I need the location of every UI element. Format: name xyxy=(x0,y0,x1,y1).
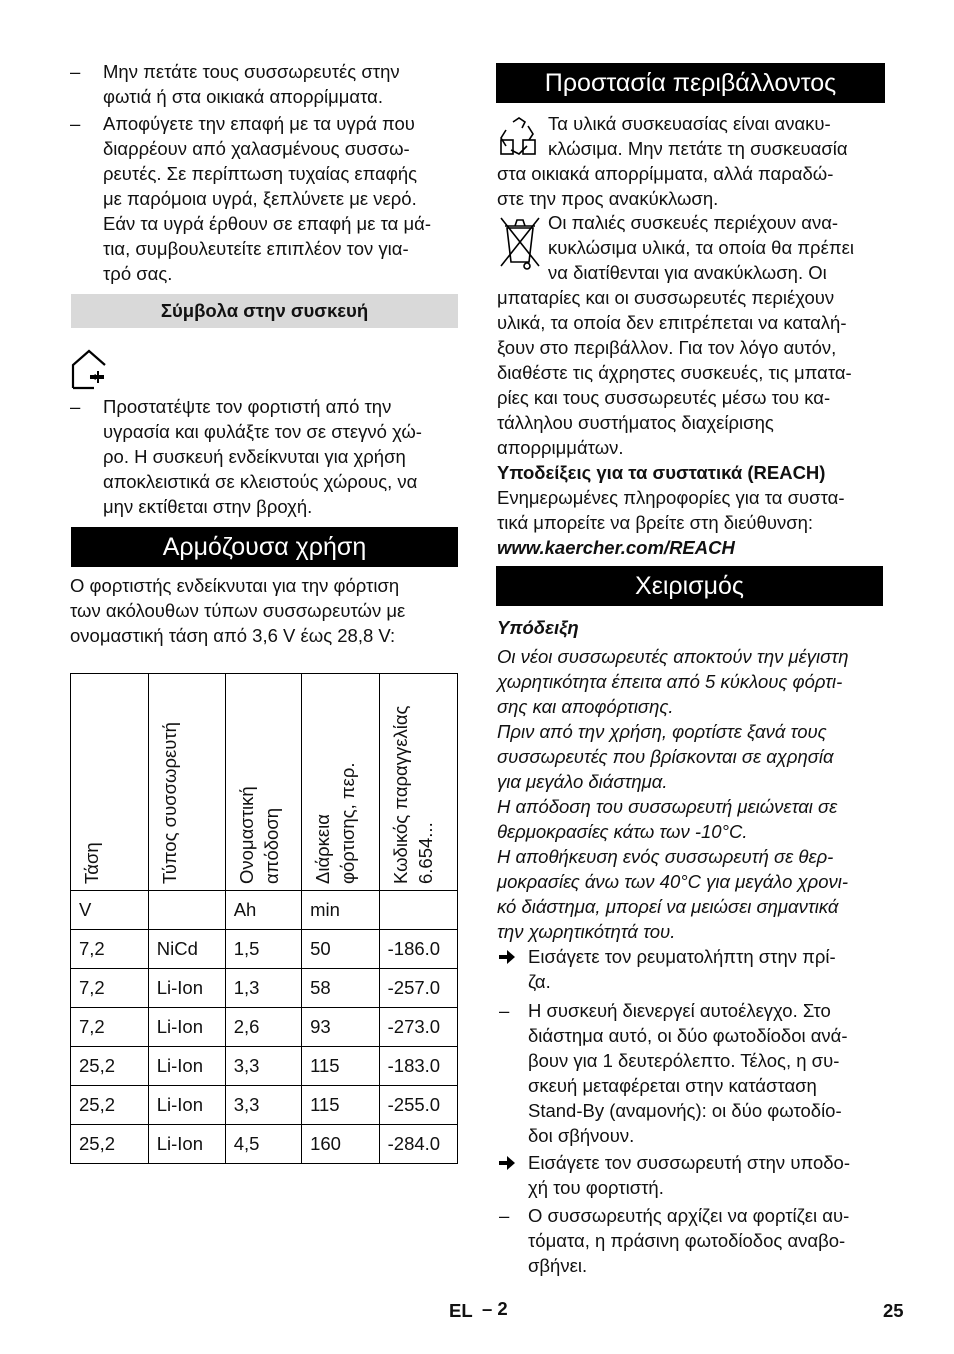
table-header-line: φόρτισης, περ. xyxy=(337,762,359,884)
dash-marker: – xyxy=(70,61,81,82)
note-label: Υπόδειξη xyxy=(497,617,579,638)
bullet-text: τρό σας. xyxy=(103,263,173,284)
table-header-label xyxy=(310,762,360,884)
step-text: Εισάγετε τον ρευματολήπτη στην πρί- xyxy=(528,946,836,967)
operation-heading: Χειρισμός xyxy=(496,566,883,606)
reach-text: τικά μπορείτε να βρείτε στη διεύθυνση: xyxy=(497,512,814,533)
note-text: Η απόδοση του συσσωρευτή μειώνεται σε xyxy=(497,796,838,817)
table-cell: -183.0 xyxy=(379,1047,457,1086)
table-cell: -186.0 xyxy=(379,930,457,969)
bullet-text: Εάν τα υγρά έρθουν σε επαφή με τα μά- xyxy=(103,213,432,234)
table-row xyxy=(71,1125,458,1164)
result-text: Stand-By (αναμονής): οι δύο φωτοδίο- xyxy=(528,1100,842,1121)
note-text: Η αποθήκευση ενός συσσωρευτή σε θερ- xyxy=(497,846,834,867)
table-cell: 4,5 xyxy=(225,1125,301,1164)
result-text: σκευή μεταφέρεται στην κατάσταση xyxy=(528,1075,817,1096)
table-cell xyxy=(379,891,457,930)
table-cell: 50 xyxy=(302,930,380,969)
crossed-bin-icon xyxy=(497,214,543,272)
bullet-text: με παρόμοια υγρά, ξεπλύνετε με νερό. xyxy=(103,188,417,209)
table-cell xyxy=(148,891,225,930)
table-cell: Ah xyxy=(225,891,301,930)
battery-table xyxy=(70,673,458,1164)
recycle-text: στα οικιακά απορρίμματα, αλλά παραδώ- xyxy=(497,163,834,184)
note-text: κό διάστημα, μπορεί να μειώσει σημαντικά xyxy=(497,896,839,917)
reach-heading: Υποδείξεις για τα συστατικά (REACH) xyxy=(497,462,826,483)
bullet-text: ρευτές. Σε περίπτωση τυχαίας επαφής xyxy=(103,163,418,184)
result-text: σβήνει. xyxy=(528,1255,588,1276)
table-header-line: Κωδικός παραγγελίας xyxy=(389,705,411,884)
table-cell: 7,2 xyxy=(71,1008,149,1047)
bullet-text: αποκλειστικά σε κλειστούς χώρους, να xyxy=(103,471,418,492)
table-header-row xyxy=(71,674,458,891)
footer-lang: EL xyxy=(449,1300,473,1321)
note-text: για μεγάλο διάστημα. xyxy=(497,771,668,792)
note-text: την χωρητικότητά του. xyxy=(497,921,676,942)
table-cell: -257.0 xyxy=(379,969,457,1008)
dash-marker: – xyxy=(70,113,81,134)
symbols-heading: Σύμβολα στην συσκευή xyxy=(160,300,369,321)
note-text: Πριν από την χρήση, φορτίστε ξανά τους xyxy=(497,721,827,742)
result-text: Ο συσσωρευτής αρχίζει να φορτίζει αυ- xyxy=(528,1205,850,1226)
arrow-icon xyxy=(498,949,516,965)
table-row xyxy=(71,930,458,969)
table-header-cell xyxy=(148,674,225,891)
env-heading-text: Προστασία περιβάλλοντος xyxy=(544,69,837,97)
reach-url: www.kaercher.com/REACH xyxy=(497,537,735,558)
table-header-line: απόδοση xyxy=(260,807,282,884)
usage-text: ονομαστική τάση από 3,6 V έως 28,8 V: xyxy=(70,625,396,646)
table-header-label xyxy=(79,842,104,884)
table-cell: 7,2 xyxy=(71,969,149,1008)
usage-text: των ακόλουθων τύπων συσσωρευτών με xyxy=(70,600,406,621)
reach-text: Ενημερωμένες πληροφορίες για τα συστα- xyxy=(497,487,845,508)
table-header-cell xyxy=(71,674,149,891)
recycle-text: κλώσιμα. Μην πετάτε τη συσκευασία xyxy=(548,138,848,159)
step-text: Εισάγετε τον συσσωρευτή στην υποδο- xyxy=(528,1152,850,1173)
table-cell: 115 xyxy=(302,1086,380,1125)
table-cell: Li-Ion xyxy=(148,969,225,1008)
table-cell: 2,6 xyxy=(225,1008,301,1047)
bullet-text: τια, συμβουλευτείτε επιπλέον τον για- xyxy=(103,238,409,259)
table-cell: -284.0 xyxy=(379,1125,457,1164)
table-cell: 7,2 xyxy=(71,930,149,969)
footer-section: – 2 xyxy=(482,1298,508,1319)
table-cell: Li-Ion xyxy=(148,1125,225,1164)
note-text: θερμοκρασίες κάτω των -10°C. xyxy=(497,821,748,842)
dash-marker: – xyxy=(499,1205,510,1226)
house-indoor-icon xyxy=(70,348,110,390)
table-cell: 58 xyxy=(302,969,380,1008)
table-header-label xyxy=(157,722,182,884)
weee-text: τάλληλου συστήματος διαχείρισης xyxy=(497,412,774,433)
dash-marker: – xyxy=(499,1000,510,1021)
bullet-text: Προστατέψτε τον φορτιστή από την xyxy=(103,396,392,417)
result-text: δοι σβήνουν. xyxy=(528,1125,635,1146)
table-row xyxy=(71,1047,458,1086)
bullet-text: διαρρέουν από χαλασμένους συσσω- xyxy=(103,138,410,159)
weee-text: διαθέστε τις άχρηστες συσκευές, τις μπατα- xyxy=(497,362,852,383)
table-cell: 25,2 xyxy=(71,1047,149,1086)
table-cell: Li-Ion xyxy=(148,1008,225,1047)
weee-text: να διατίθενται για ανακύκλωση. Οι xyxy=(548,262,827,283)
table-cell: 93 xyxy=(302,1008,380,1047)
step-text: ζα. xyxy=(528,971,551,992)
note-text: συσσωρευτές που βρίσκονται σε αχρησία xyxy=(497,746,834,767)
recycle-text: στε την προς ανακύκλωση. xyxy=(497,188,719,209)
table-header-label xyxy=(388,706,438,884)
table-cell: 25,2 xyxy=(71,1086,149,1125)
symbols-heading-bar xyxy=(71,294,458,328)
table-header-line: 6.654... xyxy=(414,822,436,884)
table-units-row xyxy=(71,891,458,930)
table-cell: NiCd xyxy=(148,930,225,969)
table-row xyxy=(71,1008,458,1047)
bullet-text: μην εκτίθεται στην βροχή. xyxy=(103,496,313,517)
recycle-text: Τα υλικά συσκευασίας είναι ανακυ- xyxy=(548,113,831,134)
weee-text: υλικά, τα οποία δεν επιτρέπεται να καταλή- xyxy=(497,312,847,333)
bullet-text: υγρασία και φυλάξτε τον σε στεγνό χώ- xyxy=(103,421,422,442)
table-cell: 115 xyxy=(302,1047,380,1086)
bullet-text: ρο. Η συσκευή ενδείκνυται για χρήση xyxy=(103,446,406,467)
weee-text: ξουν στο περιβάλλον. Για τον λόγο αυτόν, xyxy=(497,337,837,358)
table-header-cell xyxy=(379,674,457,891)
weee-text: ρίες και τους συσσωρευτές μέσω του κα- xyxy=(497,387,831,408)
table-header-line: Διάρκεια xyxy=(312,814,334,884)
table-cell: 1,5 xyxy=(225,930,301,969)
recycling-icon xyxy=(497,116,541,158)
note-text: χωρητικότητα έπειτα από 5 κύκλους φόρτι- xyxy=(497,671,843,692)
table-cell: 160 xyxy=(302,1125,380,1164)
table-row xyxy=(71,1086,458,1125)
result-text: διάστημα αυτό, οι δύο φωτοδίοδοι ανά- xyxy=(528,1025,848,1046)
weee-text: μπαταρίες και οι συσσωρευτές περιέχουν xyxy=(497,287,835,308)
page-number: 25 xyxy=(883,1300,904,1321)
table-header-line: Ονομαστική xyxy=(235,786,257,884)
arrow-icon xyxy=(498,1155,516,1171)
weee-text: κυκλώσιμα υλικά, τα οποία θα πρέπει xyxy=(548,237,854,258)
usage-heading xyxy=(71,527,458,567)
bullet-text: Μην πετάτε τους συσσωρευτές στην xyxy=(103,61,400,82)
table-cell: V xyxy=(71,891,149,930)
table-header-cell xyxy=(302,674,380,891)
step-text: χή του φορτιστή. xyxy=(528,1177,664,1198)
table-row xyxy=(71,969,458,1008)
result-text: τόματα, η πράσινη φωτοδίοδος αναβο- xyxy=(528,1230,846,1251)
usage-text: Ο φορτιστής ενδείκνυται για την φόρτιση xyxy=(70,575,400,596)
dash-marker: – xyxy=(70,396,81,417)
table-cell: min xyxy=(302,891,380,930)
table-cell: 1,3 xyxy=(225,969,301,1008)
table-header-label xyxy=(234,786,284,884)
table-cell: 25,2 xyxy=(71,1125,149,1164)
result-text: Η συσκευή διενεργεί αυτοέλεγχο. Στο xyxy=(528,1000,831,1021)
weee-text: απορριμμάτων. xyxy=(497,437,624,458)
table-header-cell xyxy=(225,674,301,891)
bullet-text: φωτιά ή στα οικιακά απορρίμματα. xyxy=(103,86,384,107)
table-header-line: Τάση xyxy=(81,842,102,884)
table-cell: Li-Ion xyxy=(148,1047,225,1086)
env-heading xyxy=(496,63,885,103)
table-cell: -273.0 xyxy=(379,1008,457,1047)
bullet-text: Αποφύγετε την επαφή με τα υγρά που xyxy=(103,113,415,134)
table-cell: 3,3 xyxy=(225,1047,301,1086)
note-text: Οι νέοι συσσωρευτές αποκτούν την μέγιστη xyxy=(497,646,849,667)
note-text: σης και αποφόρτισης. xyxy=(497,696,674,717)
note-text: μοκρασίες άνω των 40°C για μεγάλο χρονι- xyxy=(497,871,849,892)
table-cell: 3,3 xyxy=(225,1086,301,1125)
table-cell: Li-Ion xyxy=(148,1086,225,1125)
table-cell: -255.0 xyxy=(379,1086,457,1125)
result-text: βουν για 1 δευτερόλεπτο. Τέλος, η συ- xyxy=(528,1050,840,1071)
weee-text: Οι παλιές συσκευές περιέχουν ανα- xyxy=(548,212,839,233)
table-header-line: Τύπος συσσωρευτή xyxy=(158,722,180,884)
usage-heading-text: Αρμόζουσα χρήση xyxy=(162,533,367,561)
